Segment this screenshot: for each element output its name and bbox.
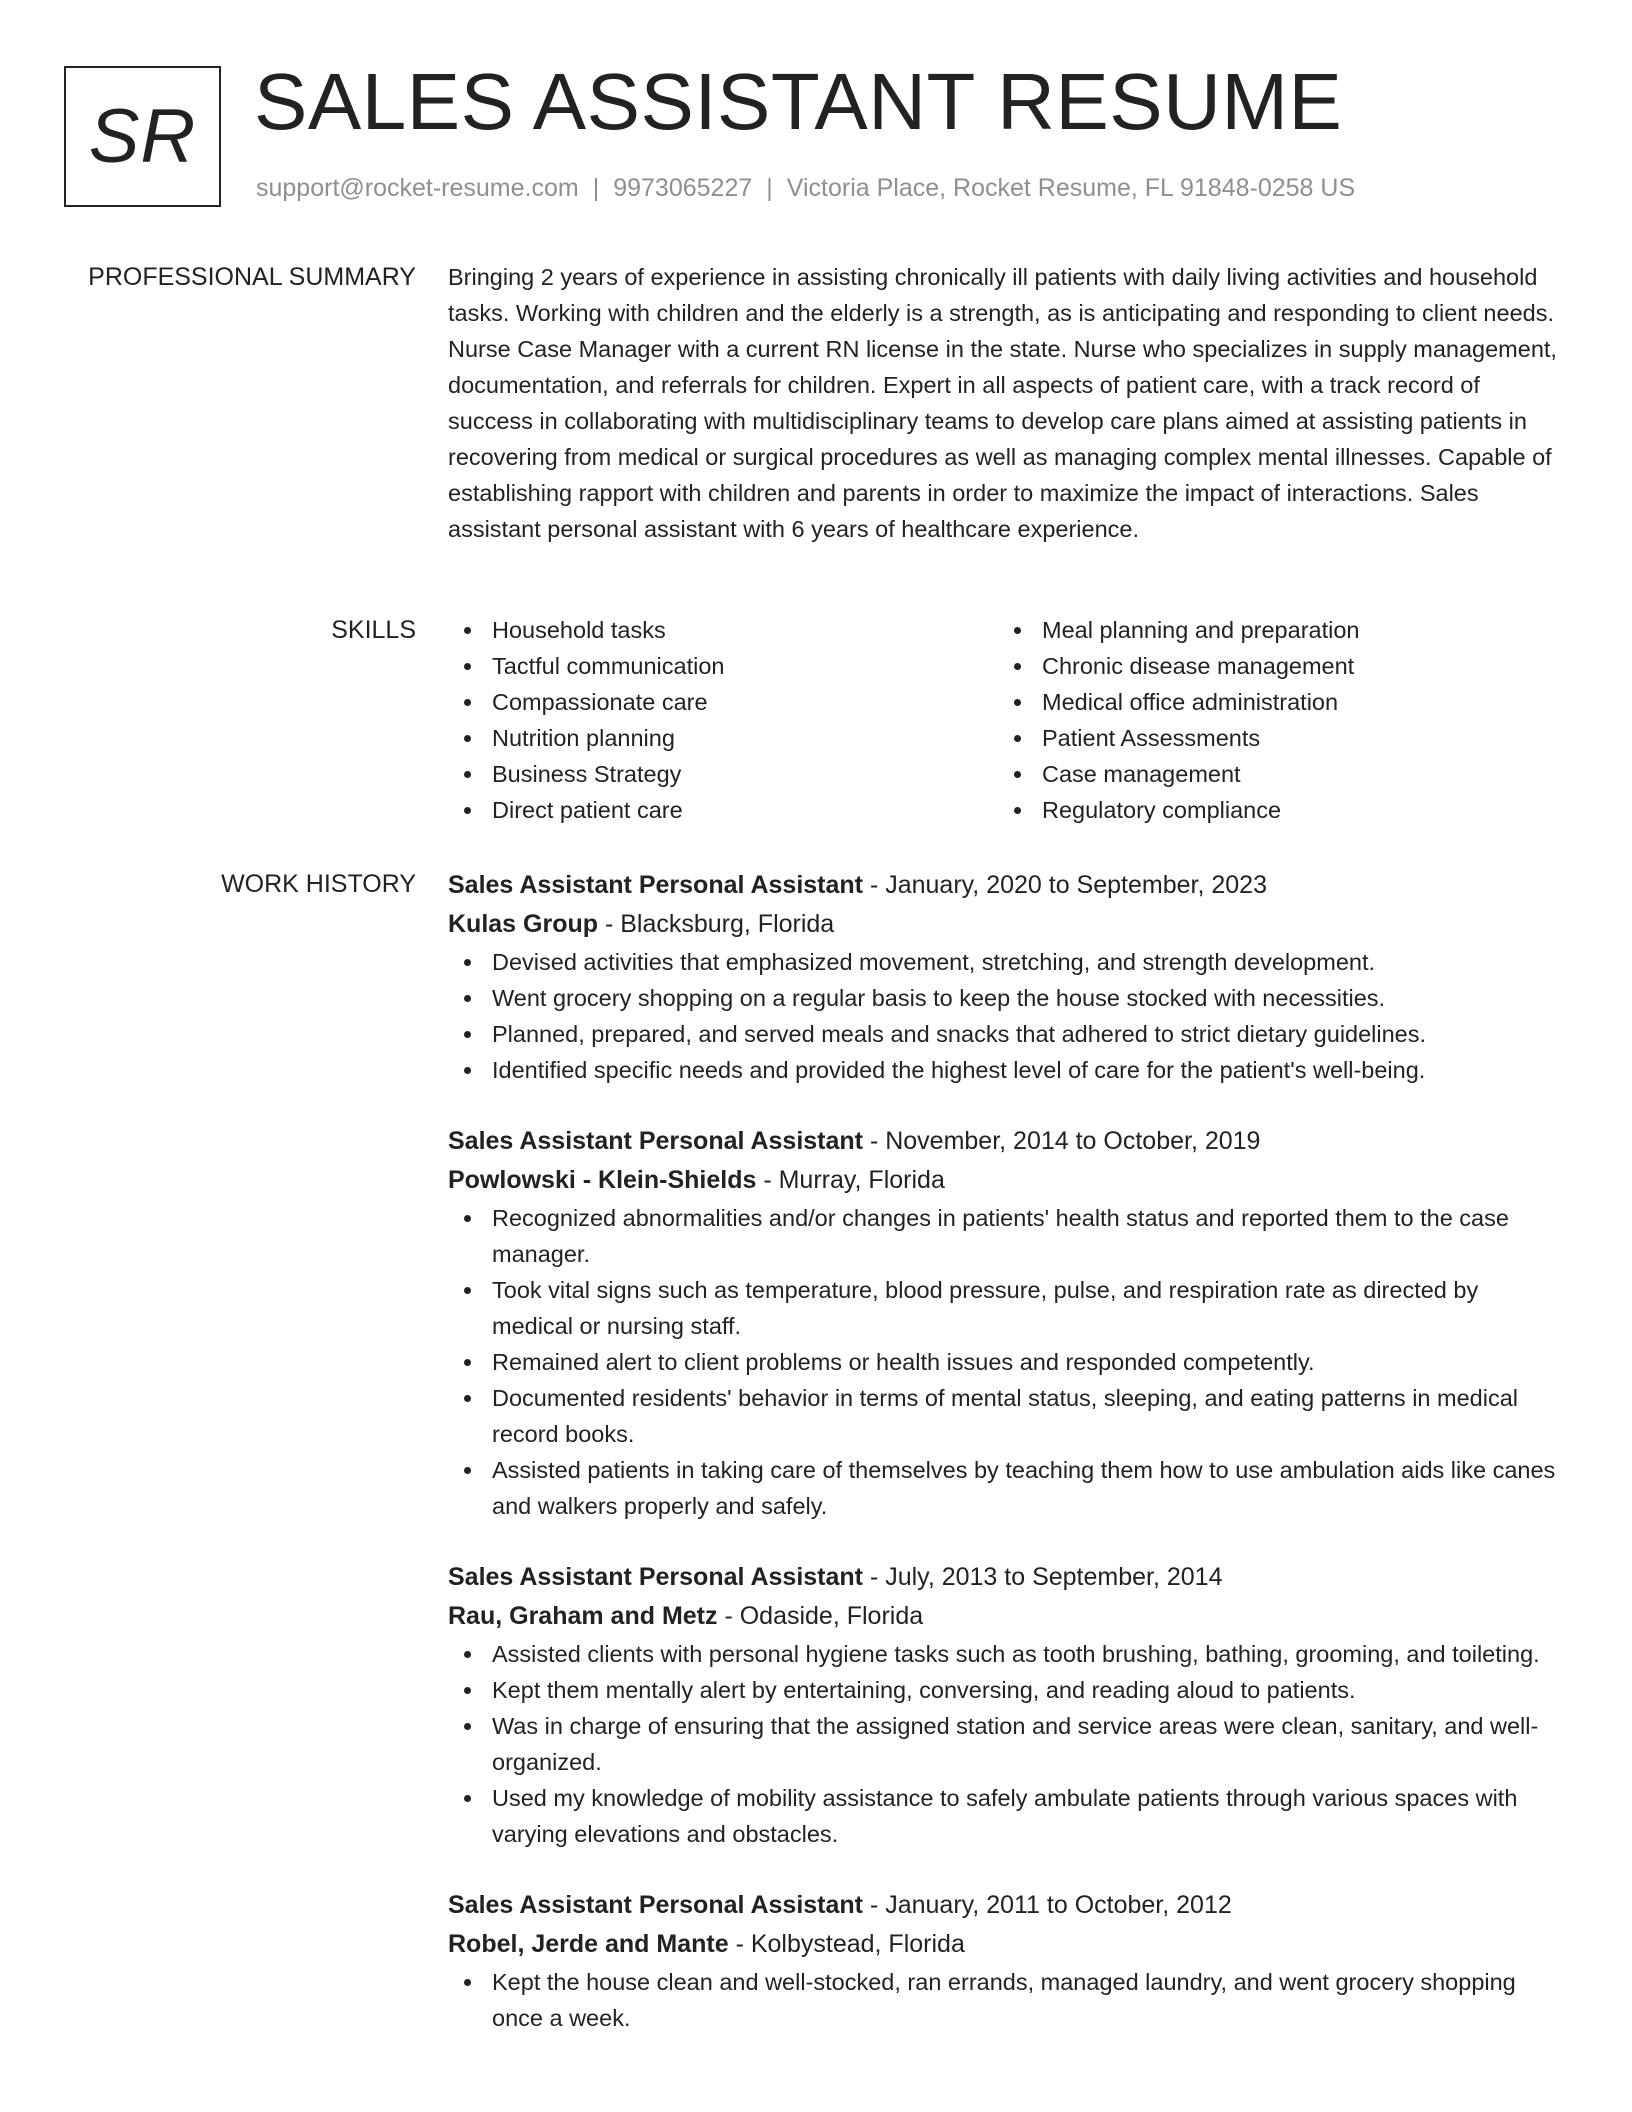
job-location: - Murray, Florida [756, 1166, 945, 1194]
job-title: Sales Assistant Personal Assistant [448, 1127, 863, 1155]
summary-text: Bringing 2 years of experience in assisting chronically ill patients with daily living activities and household tasks. Working with children and the elderly is a strength, as is anticipating and responding to client needs. Nurse Case Manager with a current RN license in the state. Nurse who specializes in supply management, documentation, and referrals for children. Expert in all aspects of patient care, with a track record of success in collaborating with multidisciplinary teams to develop care plans aimed at assisting patients in recovering from medical or surgical procedures as well as managing complex mental illnesses. Capable of establishing rapport with children and parents in order to maximize the impact of interactions. Sales assistant personal assistant with 6 years of healthcare experience. [448, 264, 1557, 542]
monogram-logo: SR [64, 66, 221, 207]
contact-separator: | [766, 174, 773, 202]
job-entry [448, 1886, 1563, 2036]
job-bullet: Used my knowledge of mobility assistance to safely ambulate patients through various spaces with varying elevations and obstacles. [448, 1780, 1563, 1852]
job-location: - Odaside, Florida [717, 1602, 924, 1630]
skill-item: Household tasks [448, 612, 998, 648]
job-bullet: Kept the house clean and well-stocked, ran errands, managed laundry, and went grocery shopping once a week. [448, 1964, 1563, 2036]
job-company: Rau, Graham and Metz [448, 1602, 718, 1630]
contact-line [256, 174, 1355, 203]
job-dates: - January, 2020 to September, 2023 [863, 871, 1267, 899]
job-title: Sales Assistant Personal Assistant [448, 871, 863, 899]
job-bullet: Assisted clients with personal hygiene tasks such as tooth brushing, bathing, grooming, and toileting. [448, 1636, 1563, 1672]
job-dates: - November, 2014 to October, 2019 [863, 1127, 1261, 1155]
contact-phone: 9973065227 [613, 174, 753, 202]
contact-email: support@rocket-resume.com [256, 174, 579, 202]
contact-separator: | [592, 174, 600, 202]
section-heading-skills: SKILLS [331, 616, 416, 644]
job-bullet-list [448, 1964, 1563, 2036]
skills-list-left [448, 612, 998, 828]
skill-item: Compassionate care [448, 684, 998, 720]
skill-item: Case management [998, 756, 1548, 792]
skill-item: Business Strategy [448, 756, 998, 792]
job-bullet: Was in charge of ensuring that the assigned station and service areas were clean, sanitary, and well-organized. [448, 1708, 1563, 1780]
skill-item: Chronic disease management [998, 648, 1548, 684]
skills-list-right [998, 612, 1548, 828]
job-dates: - July, 2013 to September, 2014 [863, 1563, 1223, 1591]
job-bullet: Took vital signs such as temperature, blood pressure, pulse, and respiration rate as directed by medical or nursing staff. [448, 1272, 1563, 1344]
job-bullet-list [448, 1636, 1563, 1852]
section-heading-work-history: WORK HISTORY [221, 870, 416, 898]
job-bullet: Documented residents' behavior in terms of mental status, sleeping, and eating patterns in medical record books. [448, 1380, 1563, 1452]
job-entry [448, 1558, 1563, 1852]
job-dates: - January, 2011 to October, 2012 [863, 1891, 1232, 1919]
job-location: - Kolbystead, Florida [728, 1930, 965, 1958]
job-bullet: Devised activities that emphasized movement, stretching, and strength development. [448, 944, 1563, 980]
job-company: Powlowski - Klein-Shields [448, 1166, 757, 1194]
skill-item: Patient Assessments [998, 720, 1548, 756]
skill-item: Direct patient care [448, 792, 998, 828]
job-bullet-list [448, 1200, 1563, 1524]
job-company: Kulas Group [448, 910, 599, 938]
job-bullet: Identified specific needs and provided the highest level of care for the patient's well-being. [448, 1052, 1563, 1088]
skill-item: Nutrition planning [448, 720, 998, 756]
job-bullet: Recognized abnormalities and/or changes in patients' health status and reported them to the case manager. [448, 1200, 1563, 1272]
job-bullet: Kept them mentally alert by entertaining, conversing, and reading aloud to patients. [448, 1672, 1563, 1708]
job-title: Sales Assistant Personal Assistant [448, 1563, 863, 1591]
section-heading-summary: PROFESSIONAL SUMMARY [88, 263, 416, 291]
skill-item: Meal planning and preparation [998, 612, 1548, 648]
job-company: Robel, Jerde and Mante [448, 1930, 729, 1958]
job-entry [448, 866, 1563, 1088]
skill-item: Tactful communication [448, 648, 998, 684]
job-entry [448, 1122, 1563, 1524]
contact-address: Victoria Place, Rocket Resume, FL 91848-0258 US [786, 174, 1356, 202]
job-bullet-list [448, 944, 1563, 1088]
job-location: - Blacksburg, Florida [598, 910, 835, 938]
job-bullet: Assisted patients in taking care of themselves by teaching them how to use ambulation aids like canes and walkers properly and safely. [448, 1452, 1563, 1524]
skill-item: Regulatory compliance [998, 792, 1548, 828]
job-bullet: Went grocery shopping on a regular basis to keep the house stocked with necessities. [448, 980, 1563, 1016]
job-bullet: Remained alert to client problems or health issues and responded competently. [448, 1344, 1563, 1380]
job-bullet: Planned, prepared, and served meals and snacks that adhered to strict dietary guidelines. [448, 1016, 1563, 1052]
skill-item: Medical office administration [998, 684, 1548, 720]
resume-title: SALES ASSISTANT RESUME [254, 57, 1343, 146]
job-title: Sales Assistant Personal Assistant [448, 1891, 863, 1919]
